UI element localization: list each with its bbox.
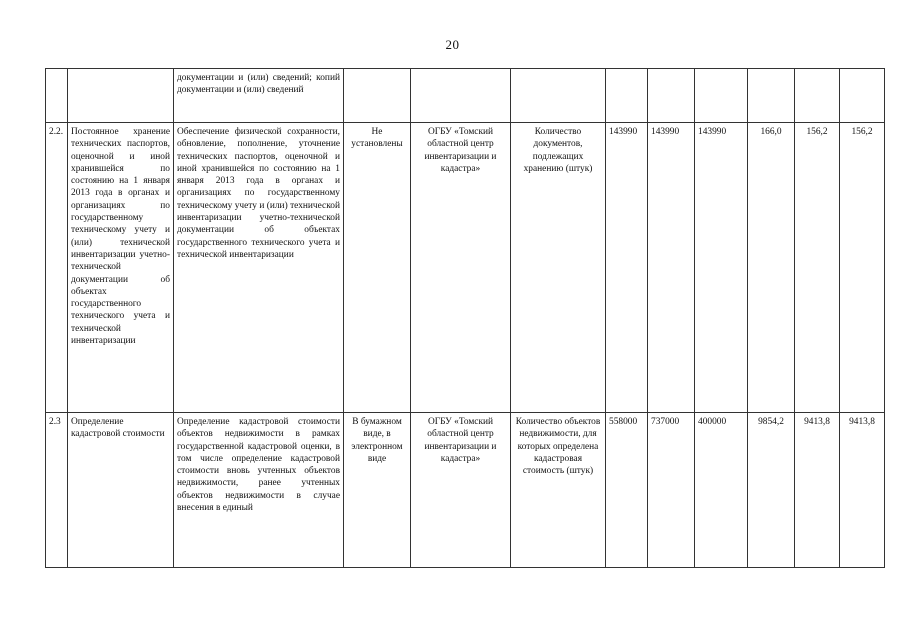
cell-value-1 (606, 69, 648, 123)
cell-value-2: 143990 (648, 123, 695, 413)
cell-value-1: 558000 (606, 413, 648, 568)
cell-value-5 (795, 69, 840, 123)
cell-index: 2.3 (46, 413, 68, 568)
cell-value-3: 400000 (695, 413, 748, 568)
cell-indicator: Количество документов, подлежащих хранению (штук) (511, 123, 606, 413)
cell-value-6 (840, 69, 885, 123)
cell-value-2 (648, 69, 695, 123)
cell-conditions: Не установлены (344, 123, 411, 413)
cell-service-content: Обеспечение физической сохранности, обновление, пополнение, уточнение технических паспортов, оценочной и иной хранившейся по состоянию на 1 января 2013 года в органах и организациях по государственному техническому учету и (или) технической инвентаризации учетно-технической документации об объектах государственного технического учета и технической инвентаризации (174, 123, 344, 413)
cell-value-4: 9854,2 (748, 413, 795, 568)
cell-value-2: 737000 (648, 413, 695, 568)
cell-value-3 (695, 69, 748, 123)
cell-organization: ОГБУ «Томский областной центр инвентаризации и кадастра» (411, 413, 511, 568)
cell-value-4 (748, 69, 795, 123)
cell-organization: ОГБУ «Томский областной центр инвентаризации и кадастра» (411, 123, 511, 413)
cell-indicator (511, 69, 606, 123)
cell-index: 2.2. (46, 123, 68, 413)
cell-service-name: Определение кадастровой стоимости (68, 413, 174, 568)
cell-value-6: 9413,8 (840, 413, 885, 568)
table-row (46, 69, 885, 123)
table-row (46, 123, 885, 413)
cell-indicator: Количество объектов недвижимости, для которых определена кадастровая стоимость (штук) (511, 413, 606, 568)
cell-conditions (344, 69, 411, 123)
cell-value-6: 156,2 (840, 123, 885, 413)
cell-service-content: Определение кадастровой стоимости объектов недвижимости в рамках государственной кадастровой оценки, в том числе определение кадастровой стоимости вновь учтенных объектов недвижимости, ранее учтенных объектов недвижимости в случае внесения в единый (174, 413, 344, 568)
cell-service-name: Постоянное хранение технических паспортов, оценочной и иной хранившейся по состоянию на 1 января 2013 года в органах и организациях по государственному техническому учету и (или) технической инвентаризации учетно-технической документации об объектах государственного технического учета и технической инвентаризации (68, 123, 174, 413)
cell-service-content: документации и (или) сведений; копий документации и (или) сведений (174, 69, 344, 123)
cell-value-5: 156,2 (795, 123, 840, 413)
cell-value-4: 166,0 (748, 123, 795, 413)
cell-index (46, 69, 68, 123)
cell-conditions: В бумажном виде, в электронном виде (344, 413, 411, 568)
cell-value-3: 143990 (695, 123, 748, 413)
services-table (45, 68, 885, 568)
cell-organization (411, 69, 511, 123)
cell-service-name (68, 69, 174, 123)
cell-value-1: 143990 (606, 123, 648, 413)
table-row (46, 413, 885, 568)
cell-value-5: 9413,8 (795, 413, 840, 568)
page-number: 20 (445, 37, 460, 52)
